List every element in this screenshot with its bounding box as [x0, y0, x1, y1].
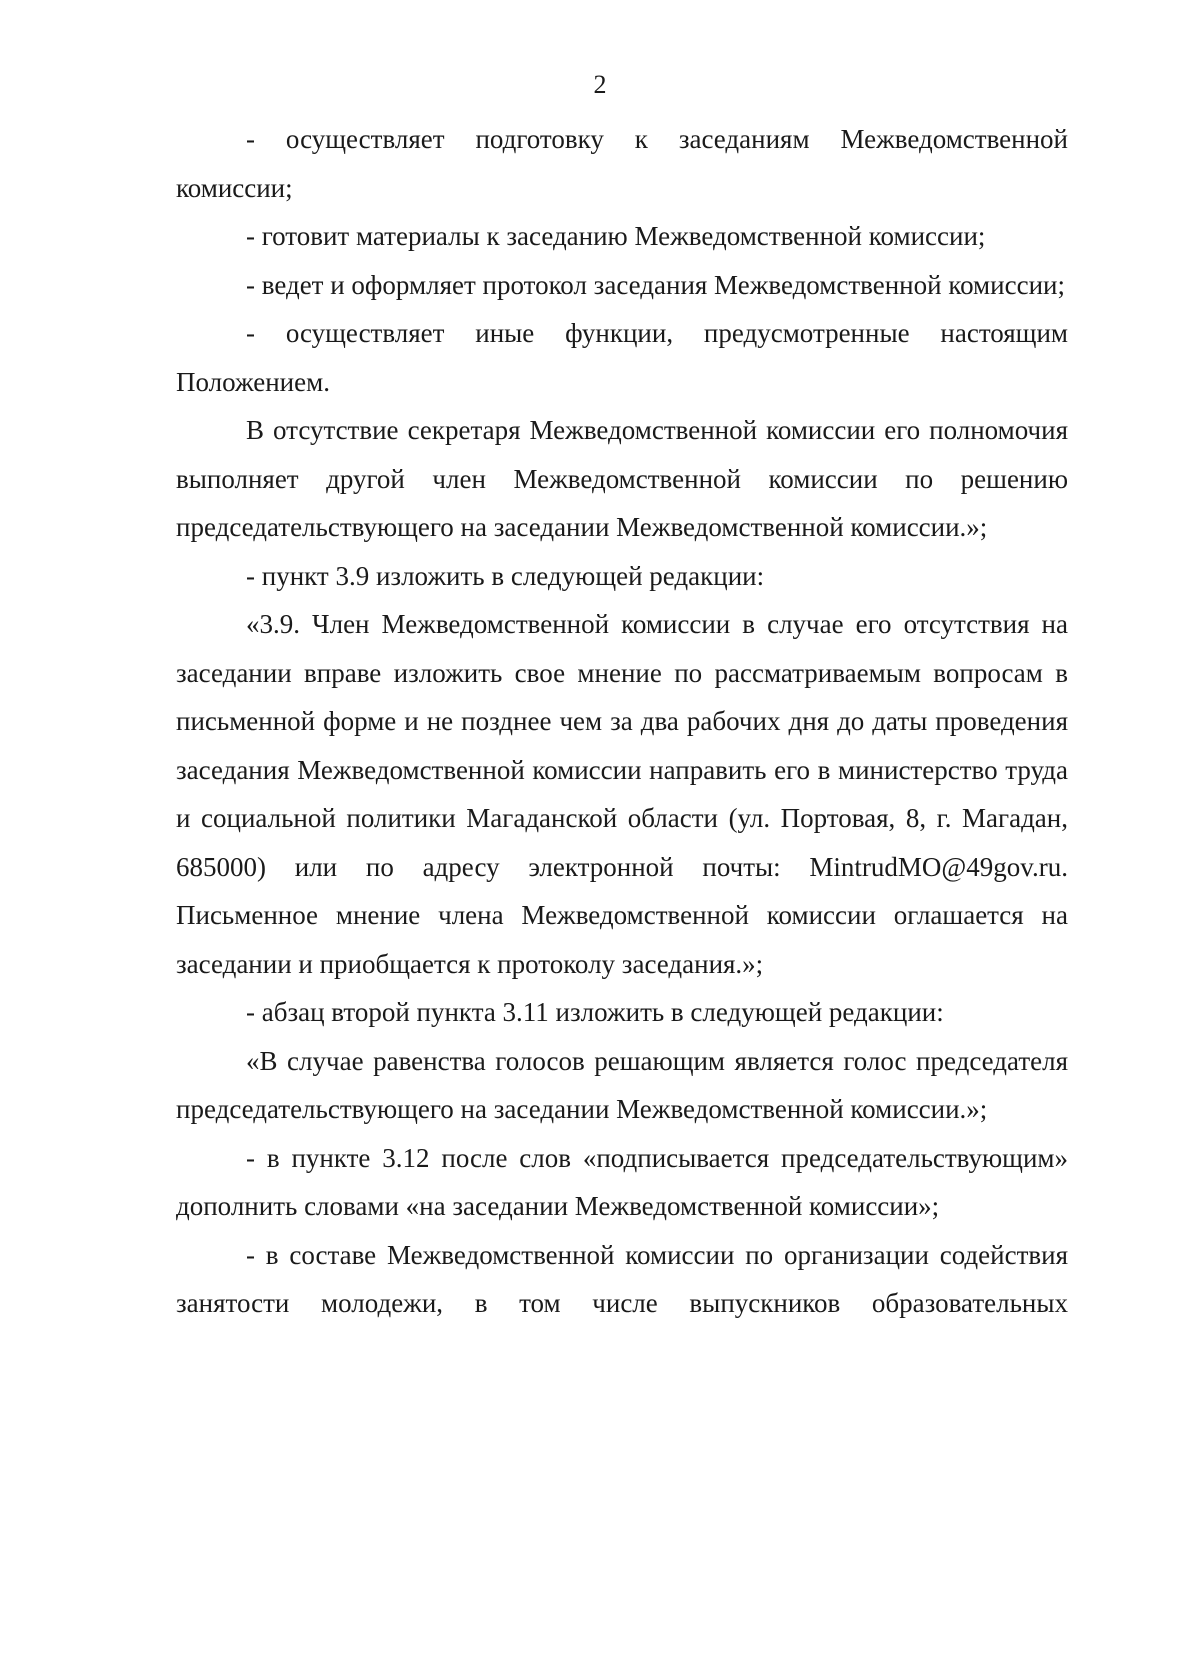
paragraph: - в пункте 3.12 после слов «подписывается председательствующим» дополнить словами «на заседании Межведомственной комиссии»;	[176, 1142, 1068, 1221]
paragraph: - ведет и оформляет протокол заседания Межведомственной комиссии;	[246, 269, 1065, 300]
paragraph: - осуществляет иные функции, предусмотренные настоящим Положением.	[176, 318, 1068, 397]
paragraph: - осуществляет подготовку к заседаниям Межведомственной комиссии;	[176, 124, 1068, 203]
paragraph: «В случае равенства голосов решающим является голос председателя председательствующего на заседании Межведомственной комиссии.»;	[176, 1045, 1068, 1124]
paragraph: «3.9. Член Межведомственной комиссии в случае его отсутствия на заседании вправе изложить свое мнение по рассматриваемым вопросам в письменной форме и не позднее чем за два рабочих дня до даты проведения заседания Межведомственной комиссии направить его в министерство труда и социальной политики Магаданской области (ул. Портовая, 8, г. Магадан, 685000) или по адресу электронной почты: MintrudMO@49gov.ru. Письменное мнение члена Межведомственной комиссии оглашается на заседании и приобщается к протоколу заседания.»;	[176, 609, 1068, 979]
paragraph: - в составе Межведомственной комиссии по организации содействия занятости молодежи, в том числе выпускников образовательных	[176, 1239, 1068, 1318]
paragraph: - пункт 3.9 изложить в следующей редакции:	[246, 560, 765, 591]
page-number: 2	[593, 70, 607, 99]
paragraph: - готовит материалы к заседанию Межведомственной комиссии;	[246, 221, 986, 251]
paragraph: В отсутствие секретаря Межведомственной комиссии его полномочия выполняет другой член Межведомственной комиссии по решению председательствующего на заседании Межведомственной комиссии.»;	[176, 415, 1068, 542]
document-body	[176, 115, 1068, 1328]
paragraph: - абзац второй пункта 3.11 изложить в следующей редакции:	[246, 997, 944, 1027]
